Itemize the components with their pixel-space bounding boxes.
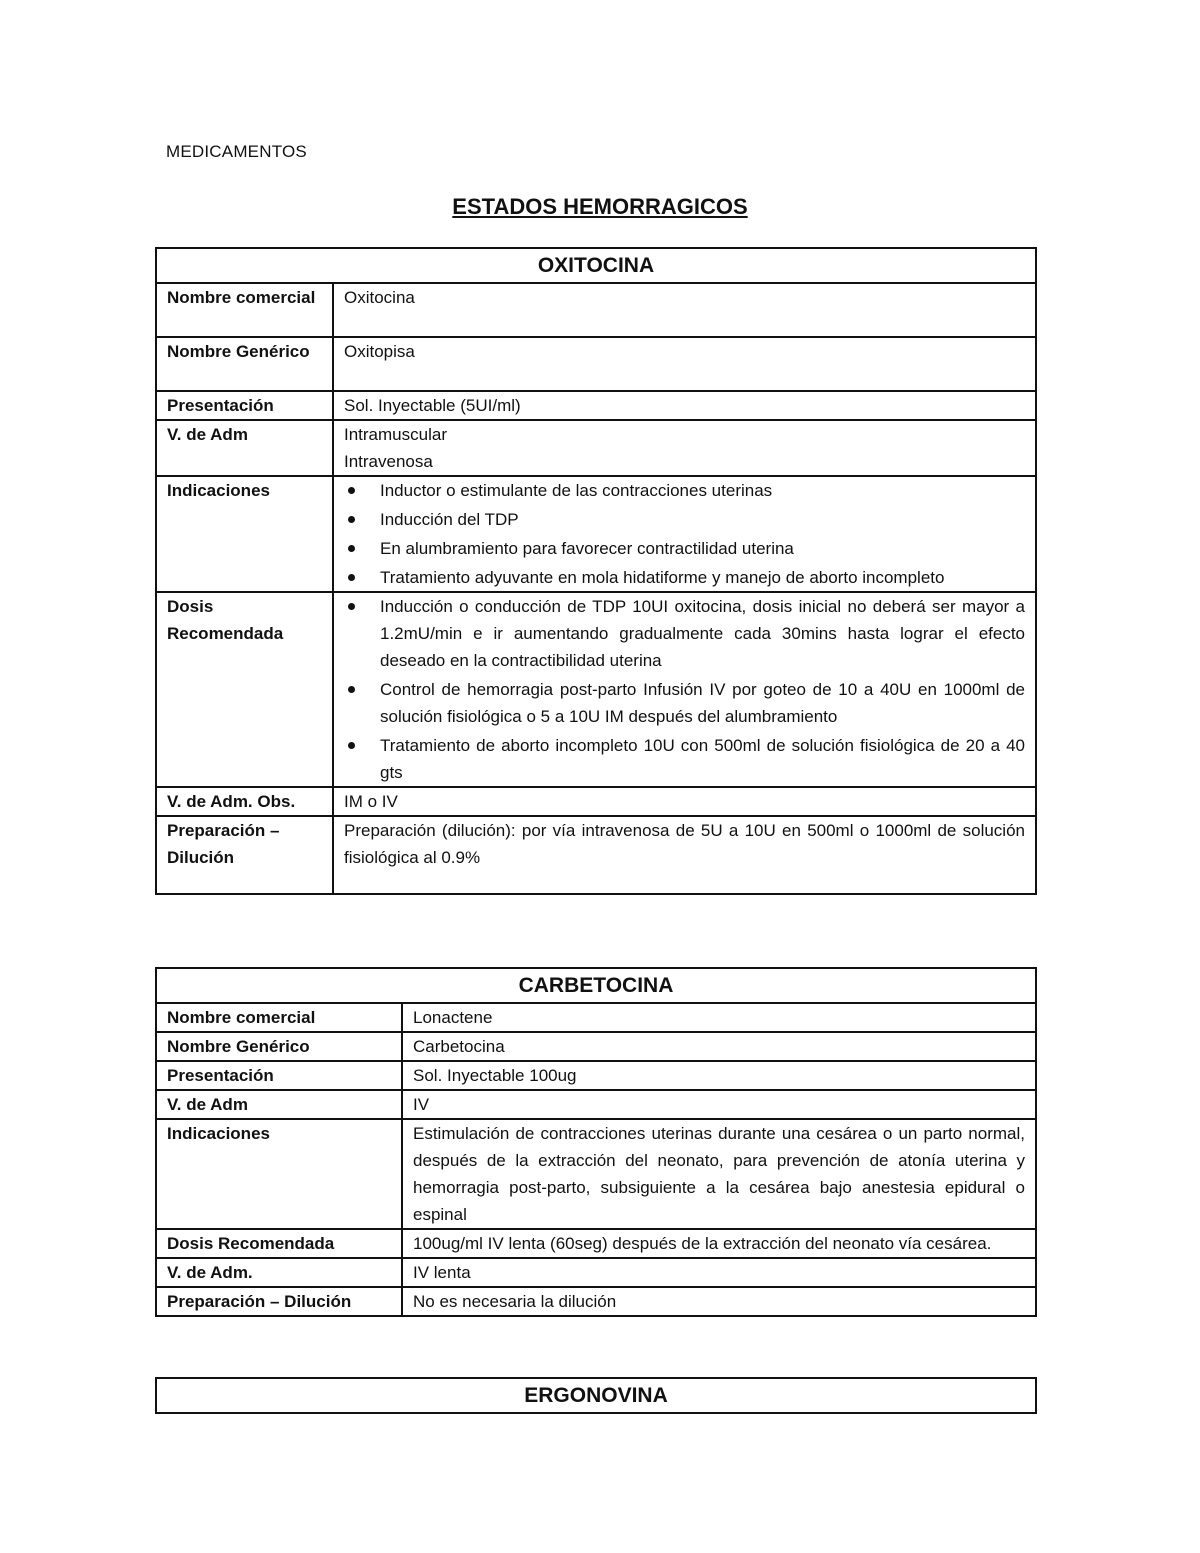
table-title-row	[156, 1378, 1036, 1413]
row-value-via-adm-2: IV lenta	[402, 1258, 1036, 1287]
carbetocina-heading: CARBETOCINA	[156, 968, 1036, 1003]
row-label-indicaciones: Indicaciones	[156, 1119, 402, 1229]
table-row	[156, 1287, 1036, 1316]
table-row	[156, 787, 1036, 816]
row-label-nombre-generico: Nombre Genérico	[156, 1032, 402, 1061]
table-row	[156, 1090, 1036, 1119]
oxitocina-heading: OXITOCINA	[156, 248, 1036, 283]
list-item: Tratamiento de aborto incompleto 10U con 500ml de solución fisiológica de 20 a 40 gts	[344, 732, 1025, 786]
table-row	[156, 420, 1036, 476]
ergonovina-table	[155, 1377, 1037, 1414]
table-row	[156, 337, 1036, 391]
row-label-via-adm: V. de Adm	[156, 1090, 402, 1119]
carbetocina-table	[155, 967, 1037, 1317]
table-row	[156, 1032, 1036, 1061]
row-label-preparacion: Preparación – Dilución	[156, 816, 333, 894]
row-label-presentacion: Presentación	[156, 391, 333, 420]
table-row	[156, 1061, 1036, 1090]
row-label-nombre-comercial: Nombre comercial	[156, 1003, 402, 1032]
row-label-dosis: Dosis Recomendada	[156, 592, 333, 787]
row-value-nombre-comercial: Lonactene	[402, 1003, 1036, 1032]
row-label-via-adm: V. de Adm	[156, 420, 333, 476]
row-label-dosis: Dosis Recomendada	[156, 1229, 402, 1258]
row-value-via-adm: IV	[402, 1090, 1036, 1119]
table-row	[156, 1229, 1036, 1258]
list-item: Tratamiento adyuvante en mola hidatiforme y manejo de aborto incompleto	[344, 564, 1025, 591]
row-value-preparacion: No es necesaria la dilución	[402, 1287, 1036, 1316]
row-label-presentacion: Presentación	[156, 1061, 402, 1090]
list-item: En alumbramiento para favorecer contractilidad uterina	[344, 535, 1025, 562]
row-label-preparacion: Preparación – Dilución	[156, 1287, 402, 1316]
table-row	[156, 476, 1036, 592]
document-title: ESTADOS HEMORRAGICOS	[452, 194, 748, 219]
list-item: Control de hemorragia post-parto Infusión IV por goteo de 10 a 40U en 1000ml de solución fisiológica o 5 a 10U IM después del alumbramiento	[344, 676, 1025, 730]
row-value-dosis	[333, 592, 1036, 787]
list-item: Inductor o estimulante de las contracciones uterinas	[344, 477, 1025, 504]
table-row	[156, 592, 1036, 787]
row-value-presentacion: Sol. Inyectable 100ug	[402, 1061, 1036, 1090]
row-value-nombre-generico: Carbetocina	[402, 1032, 1036, 1061]
table-row	[156, 1003, 1036, 1032]
table-row	[156, 1258, 1036, 1287]
table-title-row	[156, 248, 1036, 283]
list-item: Inducción del TDP	[344, 506, 1025, 533]
row-value-via-adm	[333, 420, 1036, 476]
table-row	[156, 391, 1036, 420]
list-item: Inducción o conducción de TDP 10UI oxitocina, dosis inicial no deberá ser mayor a 1.2mU/min e ir aumentando gradualmente cada 30mins hasta lograr el efecto deseado en la contractibilidad uterina	[344, 593, 1025, 674]
table-row	[156, 816, 1036, 894]
oxitocina-table	[155, 247, 1037, 895]
row-value-indicaciones: Estimulación de contracciones uterinas durante una cesárea o un parto normal, después de la extracción del neonato, para prevención de atonía uterina y hemorragia post-parto, subsiguiente a la cesárea bajo anestesia epidural o espinal	[402, 1119, 1036, 1229]
table-row	[156, 1119, 1036, 1229]
row-value-via-adm-obs: IM o IV	[333, 787, 1036, 816]
row-label-via-adm-2: V. de Adm.	[156, 1258, 402, 1287]
table-title-row	[156, 968, 1036, 1003]
row-value-dosis: 100ug/ml IV lenta (60seg) después de la extracción del neonato vía cesárea.	[402, 1229, 1036, 1258]
row-value-preparacion: Preparación (dilución): por vía intravenosa de 5U a 10U en 500ml o 1000ml de solución fisiológica al 0.9%	[333, 816, 1036, 894]
ergonovina-heading: ERGONOVINA	[156, 1378, 1036, 1413]
row-label-nombre-generico: Nombre Genérico	[156, 337, 333, 391]
row-label-nombre-comercial: Nombre comercial	[156, 283, 333, 337]
dosis-list	[344, 593, 1025, 786]
via-adm-line: Intramuscular	[344, 425, 447, 444]
table-row	[156, 283, 1036, 337]
row-label-indicaciones: Indicaciones	[156, 476, 333, 592]
row-value-indicaciones	[333, 476, 1036, 592]
indicaciones-list	[344, 477, 1025, 591]
row-label-via-adm-obs: V. de Adm. Obs.	[156, 787, 333, 816]
row-value-presentacion: Sol. Inyectable (5UI/ml)	[333, 391, 1036, 420]
document-header-label: MEDICAMENTOS	[166, 142, 307, 161]
row-value-nombre-comercial: Oxitocina	[333, 283, 1036, 337]
row-value-nombre-generico: Oxitopisa	[333, 337, 1036, 391]
via-adm-line: Intravenosa	[344, 452, 433, 471]
